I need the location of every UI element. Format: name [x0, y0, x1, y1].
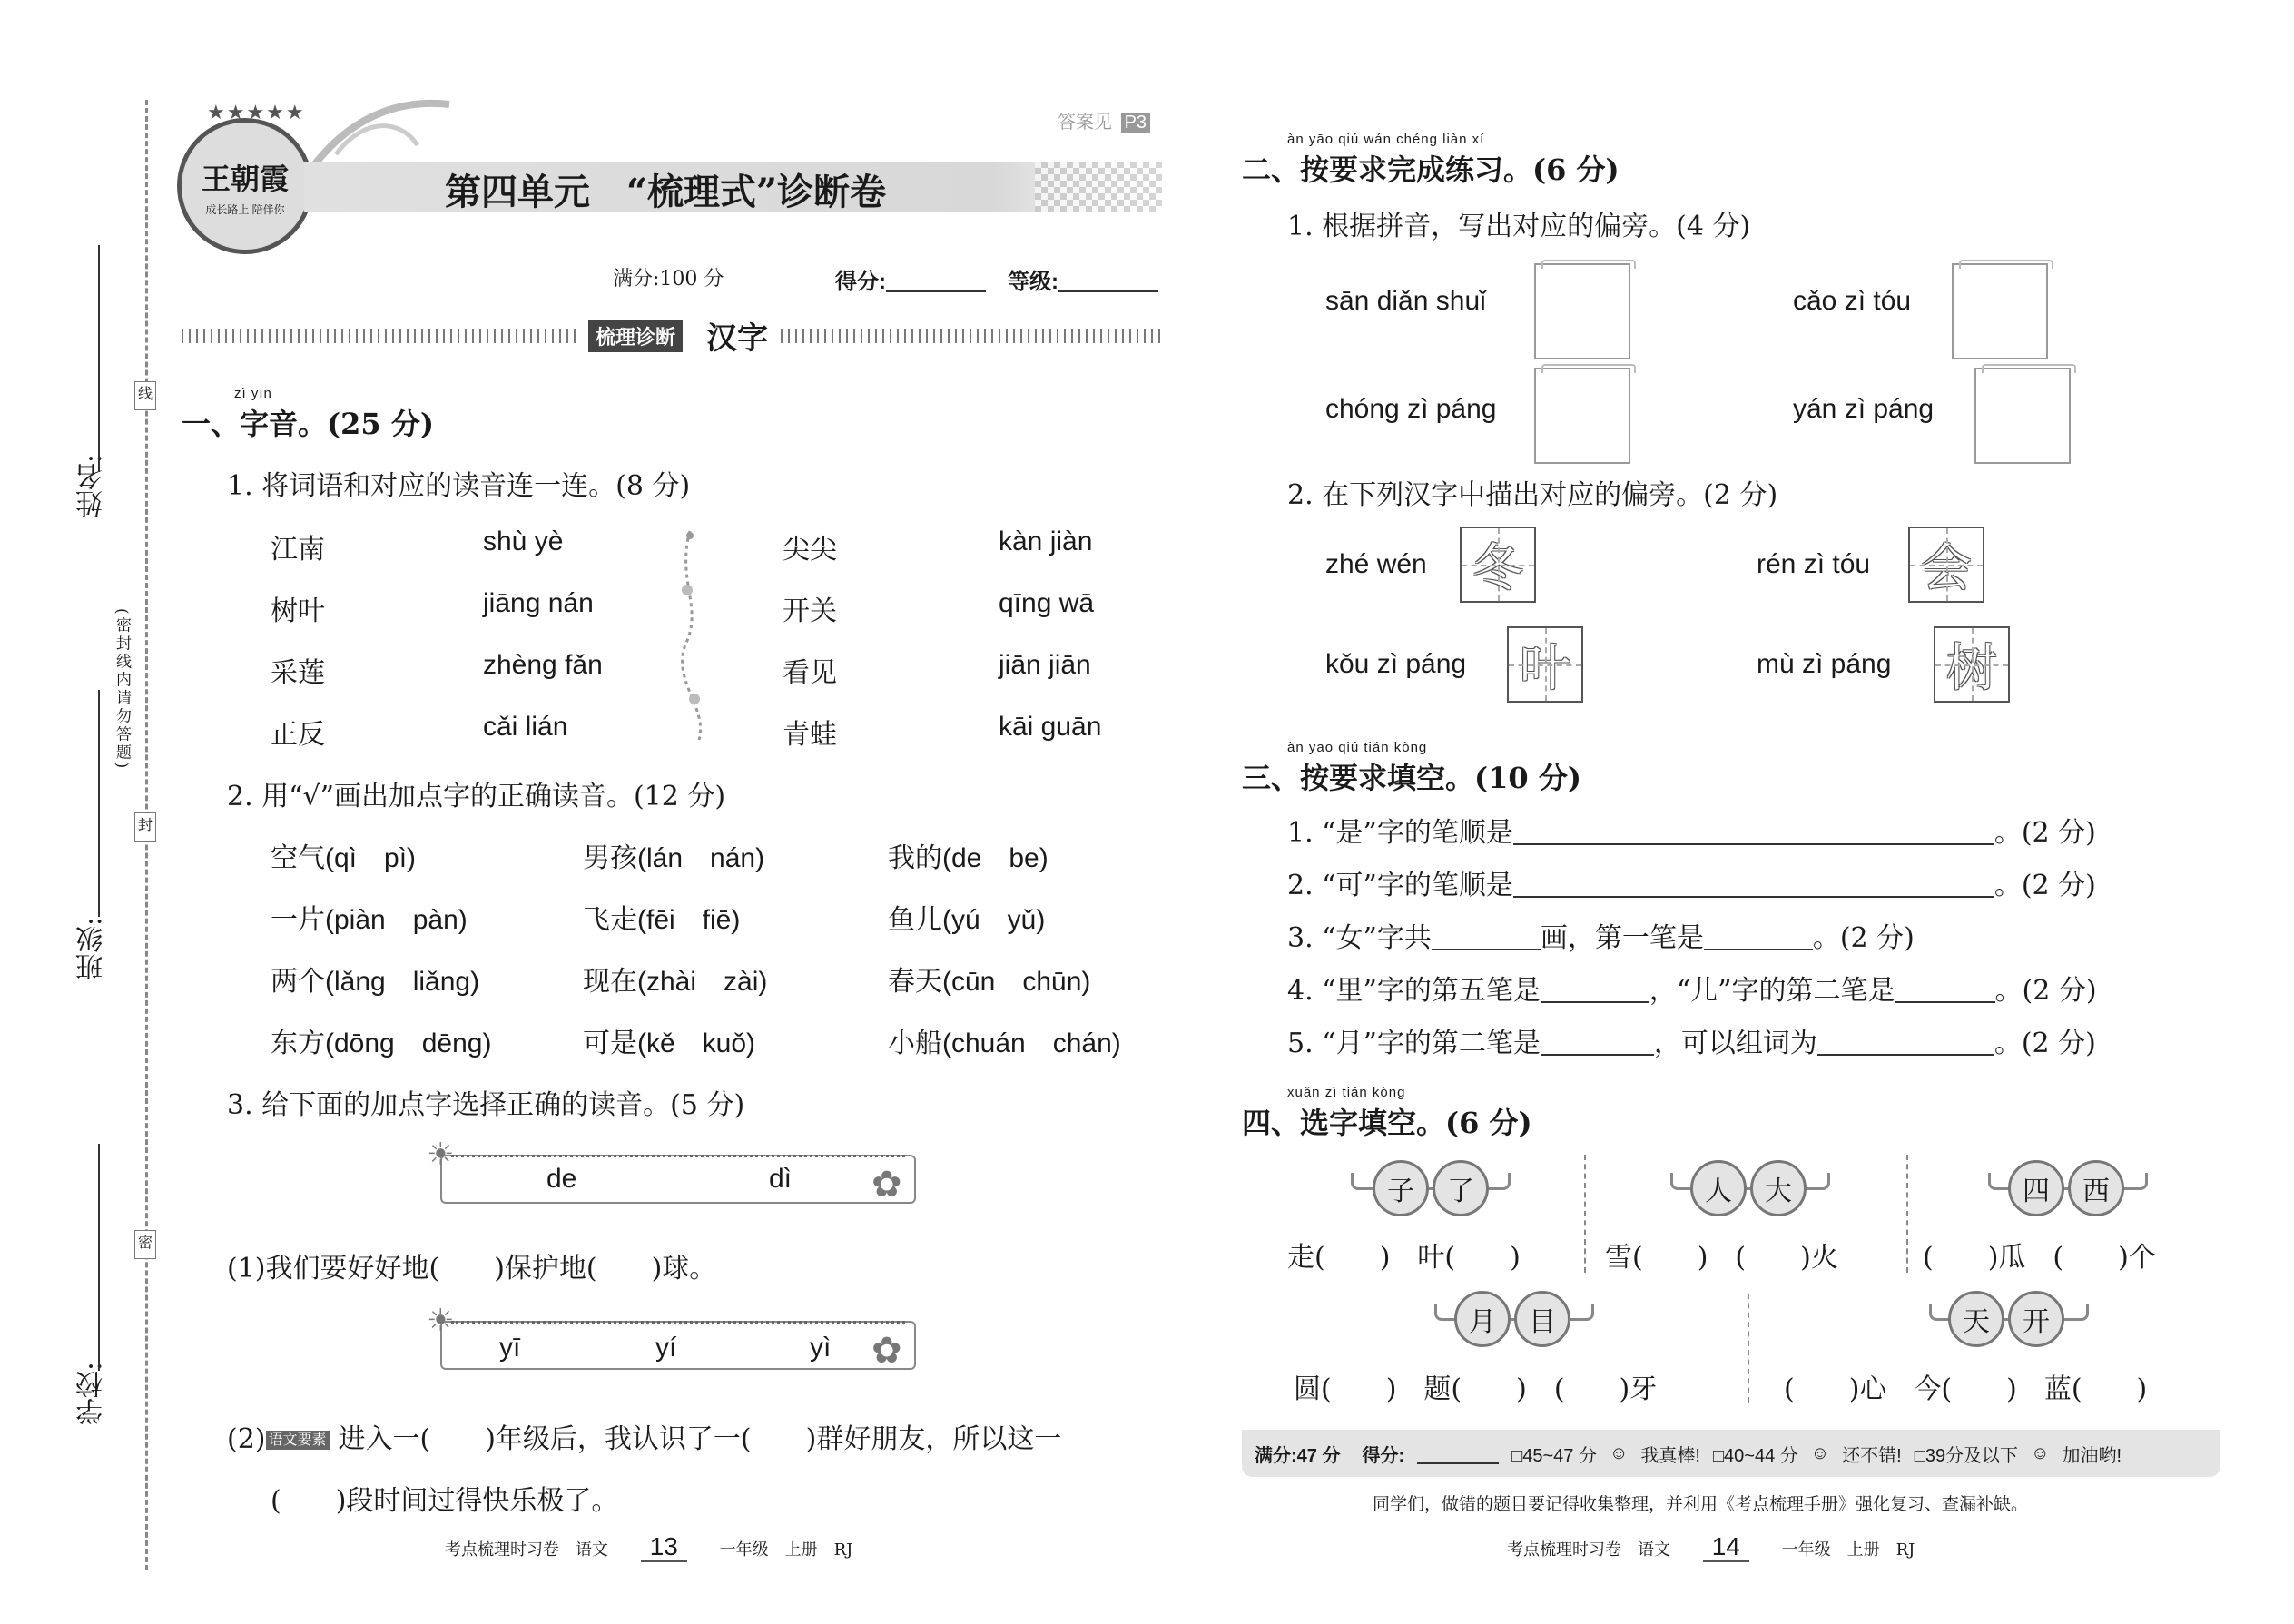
trace-char-box[interactable]: 树: [1934, 626, 2010, 703]
q3-opt: yí: [655, 1333, 677, 1363]
sec2-title: 二、按要求完成练习。(6 分): [1242, 153, 1620, 187]
name-label: 姓名:: [76, 454, 108, 518]
q3-opt: yì: [810, 1333, 832, 1363]
q2-options: (qì pì): [325, 843, 417, 873]
footer-left: [445, 1532, 852, 1561]
scorebar-r3[interactable]: □39分及以下: [1914, 1445, 2019, 1466]
footer-right-text: 考点梳理时习卷 语文: [1507, 1540, 1670, 1560]
school-label: 学校:: [76, 1362, 108, 1426]
q2-item[interactable]: [888, 959, 1090, 999]
sec3-pinyin: àn yāo qiú tián kòng: [1287, 740, 1428, 755]
sec4-g3-text[interactable]: ( )瓜 ( )个: [1923, 1242, 2156, 1274]
grade-label: [1008, 263, 1158, 295]
q2-options: (fēi fiē): [637, 905, 741, 935]
l5-blank[interactable]: [1817, 1029, 1994, 1056]
group-divider: [1906, 1155, 1908, 1273]
scorebar-r2[interactable]: □40~44 分: [1712, 1445, 1798, 1466]
q1-right-pinyin: kāi guān: [999, 712, 1102, 742]
l2-score: 。(2 分): [1994, 870, 2096, 901]
flower-icon: ✿: [871, 1164, 902, 1206]
answer-ref: [1058, 107, 1150, 133]
q2-options: (yú yǔ): [942, 905, 1046, 935]
answer-ref-label: 答案见: [1058, 113, 1112, 133]
q2-options: (dōng dēng): [325, 1029, 492, 1058]
q1-left-word: 采莲: [271, 657, 325, 689]
school-line: [98, 1144, 100, 1371]
l1-blank[interactable]: [1513, 818, 1994, 845]
q1-right-pinyin: qīng wā: [999, 588, 1095, 618]
sun-icon: ☀: [427, 1137, 455, 1173]
l4-score: 。(2 分): [1994, 975, 2097, 1007]
q1-left-pinyin: shù yè: [483, 527, 564, 556]
l1-text: 1. “是”字的笔顺是: [1287, 817, 1513, 849]
q2-word: 两个: [271, 966, 325, 998]
q2-word: 春天: [888, 966, 942, 998]
sec3-line-5: [1287, 1020, 2096, 1060]
sec4-g1-text[interactable]: 走( ) 叶( ): [1287, 1242, 1521, 1274]
footer-left-grade: 一年级 上册 RJ: [719, 1540, 853, 1560]
scorebar-r3-msg: 加油哟!: [2062, 1445, 2122, 1466]
char-option: 天: [1948, 1291, 2004, 1347]
q2-word: 我的: [888, 842, 942, 874]
q2-word: 东方: [271, 1028, 325, 1059]
logo-badge: [177, 118, 313, 254]
trace-char-box[interactable]: 会: [1908, 527, 1984, 603]
char-option: 了: [1433, 1160, 1489, 1216]
q2-options: (de be): [942, 843, 1049, 873]
q2-word: 现在: [583, 966, 637, 998]
group-divider: [1584, 1155, 1586, 1273]
l5-text-b: ，可以组词为: [1653, 1028, 1817, 1059]
radical-answer-box[interactable]: [1534, 263, 1630, 359]
q1-right-word: 青蛙: [783, 719, 837, 751]
grade-text: 等级:: [1008, 270, 1058, 294]
char-option: 月: [1454, 1291, 1511, 1347]
q2-item[interactable]: [271, 1020, 491, 1060]
q1-right-word: 看见: [783, 657, 837, 689]
sec2-q2: 2. 在下列汉字中描出对应的偏旁。(2 分): [1287, 479, 1778, 511]
radical-answer-box[interactable]: [1952, 263, 2048, 359]
q2-item[interactable]: [583, 959, 767, 999]
l4-text-b: ，“儿”字的第二笔是: [1649, 975, 1895, 1007]
l5-text: 5. “月”字的第二笔是: [1287, 1028, 1541, 1059]
smile-icon: ☺: [1810, 1442, 1830, 1463]
answer-ref-page: P3: [1121, 113, 1150, 133]
title-checker: [1035, 162, 1162, 212]
q2-word: 鱼儿: [888, 904, 942, 936]
scorebar-got: 得分:: [1362, 1445, 1405, 1466]
l3-blank[interactable]: [1704, 923, 1813, 950]
flower-icon: ✿: [871, 1330, 902, 1372]
q1-left-word: 江南: [271, 534, 325, 566]
sec1-q2: 2. 用“√”画出加点字的正确读音。(12 分): [227, 781, 726, 812]
q2-word: 可是: [583, 1028, 637, 1059]
l1-score: 。(2 分): [1994, 817, 2096, 849]
vine-divider: [667, 527, 722, 744]
q2-options: (cūn chūn): [942, 967, 1091, 997]
q3-s2-text: 进入一( )年级后，我认识了一( )群好朋友，所以这一: [338, 1423, 1062, 1455]
grade-field[interactable]: [1058, 265, 1158, 292]
q2-item[interactable]: [271, 959, 479, 999]
scorebar-field[interactable]: [1417, 1442, 1499, 1464]
sec1-q1: 1. 将词语和对应的读音连一连。(8 分): [227, 470, 691, 502]
logo-motto: 成长路上 陪伴你: [205, 202, 285, 216]
page-title: 第四单元 “梳理式”诊断卷: [445, 171, 887, 213]
l3-text: 3. “女”字共: [1287, 922, 1432, 954]
score-label: [835, 263, 986, 295]
sec1-q3: 3. 给下面的加点字选择正确的读音。(5 分): [227, 1089, 745, 1121]
sec4-pinyin: xuǎn zì tián kòng: [1287, 1085, 1406, 1100]
q2-options: (piàn pàn): [325, 905, 468, 935]
char-option: 开: [2008, 1291, 2064, 1347]
name-line: [98, 245, 100, 472]
logo-name: 王朝霞: [201, 161, 289, 196]
l2-blank[interactable]: [1513, 871, 1994, 898]
sun-icon: ☀: [427, 1303, 455, 1339]
l2-text: 2. “可”字的笔顺是: [1287, 870, 1513, 901]
q2-item[interactable]: [583, 897, 740, 937]
q2-options: (zhài zài): [637, 967, 768, 997]
q1-right-word: 开关: [783, 595, 837, 627]
group-divider: [1748, 1294, 1749, 1403]
sec4-g2-text[interactable]: 雪( ) ( )火: [1605, 1242, 1838, 1274]
q2-item[interactable]: [583, 1020, 755, 1060]
footer-right-grade: 一年级 上册 RJ: [1781, 1540, 1915, 1560]
banner-hatch-right: [781, 329, 1162, 343]
char-option: 人: [1690, 1160, 1747, 1216]
l5-blank[interactable]: [1541, 1029, 1654, 1056]
q3-sentence-2[interactable]: [227, 1416, 1061, 1456]
sec3-line-3: [1287, 915, 1915, 955]
l5-score: 。(2 分): [1994, 1028, 2096, 1059]
sec3-title: 三、按要求填空。(10 分): [1242, 761, 1581, 795]
sec2-q1: 1. 根据拼音，写出对应的偏旁。(4 分): [1287, 211, 1751, 242]
q2-options: (lán nán): [637, 843, 765, 873]
q2-item[interactable]: [271, 897, 468, 937]
sec3-line-2: [1287, 862, 2096, 902]
q3-sentence-1[interactable]: (1)我们要好好地( )保护地( )球。: [227, 1253, 717, 1284]
sec4-title: 四、选字填空。(6 分): [1242, 1106, 1532, 1140]
class-label: 班级:: [76, 917, 108, 981]
trace-pinyin: kǒu zì páng: [1325, 649, 1467, 679]
sec4-g4-text[interactable]: 圆( ) 题( ) ( )牙: [1294, 1373, 1658, 1405]
scorebar-r2-msg: 还不错!: [1842, 1445, 1902, 1466]
score-text: 得分:: [835, 270, 886, 294]
score-field[interactable]: [886, 265, 986, 292]
sec4-g5-text[interactable]: ( )心 今( ) 蓝( ): [1784, 1373, 2148, 1405]
q1-left-word: 正反: [271, 719, 325, 751]
radical-pinyin: yán zì páng: [1793, 394, 1935, 424]
trace-pinyin: rén zì tóu: [1757, 549, 1871, 579]
full-score: 满分:100 分: [613, 268, 724, 290]
q1-left-pinyin: jiāng nán: [483, 588, 594, 618]
banner-hatch-left: [182, 329, 581, 343]
char-option: 子: [1373, 1160, 1429, 1216]
scorebar-full: 满分:47 分: [1255, 1445, 1341, 1466]
q1-left-pinyin: cǎi lián: [483, 712, 568, 742]
q2-word: 男孩: [583, 842, 637, 874]
review-tip: 同学们，做错的题目要记得收集整理，并利用《考点梳理手册》强化复习、查漏补缺。: [1373, 1494, 2029, 1514]
char-option: 四: [2008, 1160, 2064, 1216]
q3-opt: de: [546, 1164, 577, 1194]
footer-left-page: 13: [641, 1532, 687, 1562]
score-bar: [1242, 1430, 2220, 1477]
q2-word: 空气: [271, 842, 325, 874]
footer-right-page: 14: [1703, 1532, 1749, 1562]
logo-stars: ★★★★★: [207, 102, 306, 124]
char-option: 大: [1750, 1160, 1807, 1216]
sec3-line-4: [1287, 968, 2097, 1008]
q2-item[interactable]: [888, 835, 1049, 875]
q2-word: 飞走: [583, 904, 637, 936]
q2-item[interactable]: [888, 1020, 1121, 1060]
sec1-pinyin: zì yīn: [234, 386, 272, 401]
sec3-line-1: [1287, 810, 2096, 850]
q1-right-pinyin: jiān jiān: [999, 650, 1091, 680]
q1-right-word: 尖尖: [783, 534, 837, 566]
yuwen-tag: 语文要素: [266, 1431, 330, 1450]
banner-title: 汉字: [706, 320, 768, 357]
q3-sentence-2b[interactable]: ( )段时间过得快乐极了。: [271, 1485, 619, 1517]
q2-item[interactable]: [888, 897, 1045, 937]
l3-blank[interactable]: [1432, 923, 1541, 950]
char-option: 西: [2068, 1160, 2124, 1216]
footer-right: [1507, 1532, 1915, 1561]
q3-opt: dì: [769, 1164, 793, 1194]
q2-item[interactable]: [583, 835, 764, 875]
q1-left-word: 树叶: [271, 595, 325, 627]
q2-word: 一片: [271, 904, 325, 936]
q1-right-pinyin: kàn jiàn: [999, 527, 1093, 556]
trace-char-box[interactable]: 冬: [1460, 527, 1536, 603]
scorebar-r1-msg: 我真棒!: [1640, 1445, 1700, 1466]
q2-options: (lǎng liǎng): [325, 967, 480, 997]
radical-answer-box[interactable]: [1974, 368, 2071, 464]
l3-text-b: 画，第一笔是: [1540, 922, 1704, 954]
footer-left-text: 考点梳理时习卷 语文: [445, 1540, 608, 1560]
q3-opt: yī: [499, 1333, 521, 1363]
q3-s2-pre: (2): [227, 1423, 266, 1455]
class-line: [98, 690, 100, 917]
q2-options: (kě kuǒ): [637, 1029, 756, 1058]
radical-answer-box[interactable]: [1534, 368, 1630, 464]
smile-icon: ☺: [2031, 1442, 2050, 1463]
l4-blank[interactable]: [1541, 976, 1649, 1003]
radical-pinyin: sān diǎn shuǐ: [1325, 286, 1486, 316]
char-option: 目: [1514, 1291, 1570, 1347]
banner-tag: 梳理诊断: [588, 320, 683, 352]
sec2-pinyin: àn yāo qiú wán chéng liàn xí: [1287, 132, 1485, 147]
radical-pinyin: chóng zì páng: [1325, 394, 1497, 424]
trace-pinyin: zhé wén: [1325, 549, 1427, 579]
smile-icon: ☺: [1609, 1442, 1629, 1463]
trace-char-box[interactable]: 叶: [1507, 626, 1583, 703]
q2-word: 小船: [888, 1028, 942, 1059]
l4-blank[interactable]: [1895, 976, 1995, 1003]
seal-note: (密封线内请勿答题): [113, 608, 131, 772]
seal-mark-seal: 封: [134, 812, 156, 842]
seal-mark-secret: 密: [134, 1230, 156, 1259]
q1-left-pinyin: zhèng fǎn: [483, 650, 603, 680]
sec1-title: 一、字音。(25 分): [182, 407, 434, 441]
trace-pinyin: mù zì páng: [1757, 649, 1892, 679]
q3-option-box-1: [440, 1155, 916, 1204]
q2-options: (chuán chán): [942, 1029, 1121, 1058]
radical-pinyin: cǎo zì tóu: [1793, 286, 1912, 316]
seal-mark-line: 线: [134, 381, 156, 410]
l3-score: 。(2 分): [1812, 922, 1915, 954]
scorebar-r1[interactable]: □45~47 分: [1511, 1445, 1597, 1466]
q2-item[interactable]: [271, 835, 416, 875]
l4-text: 4. “里”字的第五笔是: [1287, 975, 1541, 1007]
